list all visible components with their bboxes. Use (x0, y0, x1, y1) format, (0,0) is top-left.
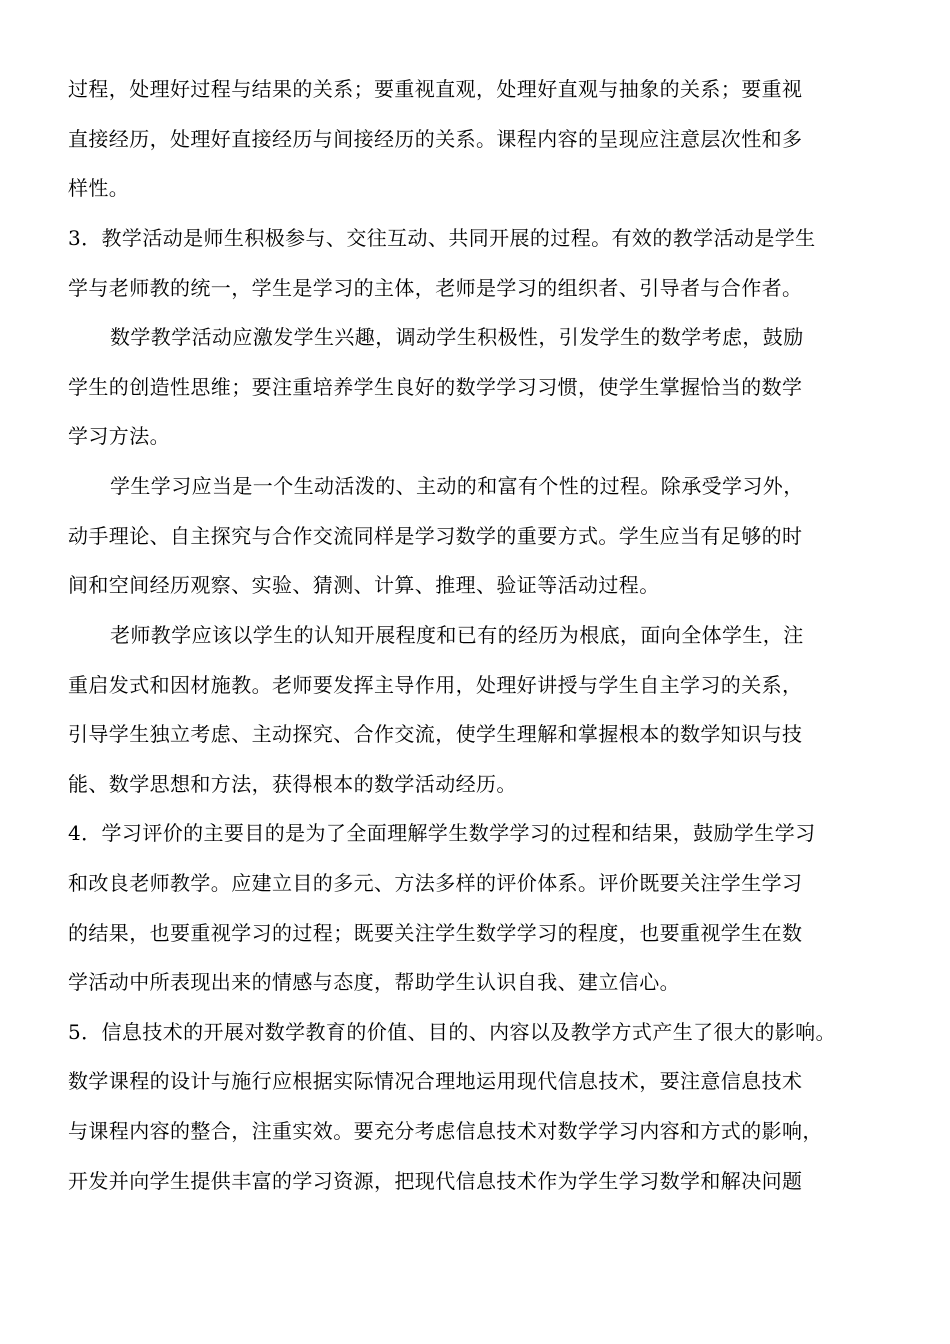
text-line: 学习方法。 (68, 424, 170, 448)
text-line: 5．信息技术的开展对数学教育的价值、目的、内容以及教学方式产生了很大的影响。 (68, 1020, 836, 1044)
text-line: 能、数学思想和方法，获得根本的数学活动经历。 (68, 772, 517, 796)
text-line: 与课程内容的整合，注重实效。要充分考虑信息技术对数学学习内容和方式的影响， (68, 1119, 823, 1143)
text-line: 重启发式和因材施教。老师要发挥主导作用，处理好讲授与学生自主学习的关系， (68, 673, 803, 697)
text-line: 学生学习应当是一个生动活泼的、主动的和富有个性的过程。除承受学习外， (110, 474, 804, 498)
text-line: 引导学生独立考虑、主动探究、合作交流，使学生理解和掌握根本的数学知识与技 (68, 722, 803, 746)
text-line: 开发并向学生提供丰富的学习资源，把现代信息技术作为学生学习数学和解决问题 (68, 1169, 803, 1193)
text-line: 过程，处理好过程与结果的关系；要重视直观，处理好直观与抽象的关系；要重视 (68, 77, 803, 101)
text-line: 动手理论、自主探究与合作交流同样是学习数学的重要方式。学生应当有足够的时 (68, 524, 803, 548)
text-line: 学与老师教的统一，学生是学习的主体，老师是学习的组织者、引导者与合作者。 (68, 276, 803, 300)
text-line: 数学教学活动应激发学生兴趣，调动学生积极性，引发学生的数学考虑，鼓励 (110, 325, 804, 349)
text-line: 3．教学活动是师生积极参与、交往互动、共同开展的过程。有效的教学活动是学生 (68, 226, 816, 250)
text-line: 间和空间经历观察、实验、猜测、计算、推理、验证等活动过程。 (68, 573, 660, 597)
text-line: 老师教学应该以学生的认知开展程度和已有的经历为根底，面向全体学生，注 (110, 623, 804, 647)
text-line: 样性。 (68, 176, 130, 200)
text-line: 学活动中所表现出来的情感与态度，帮助学生认识自我、建立信心。 (68, 970, 680, 994)
text-line: 的结果，也要重视学习的过程；既要关注学生数学学习的程度，也要重视学生在数 (68, 921, 803, 945)
text-line: 和改良老师教学。应建立目的多元、方法多样的评价体系。评价既要关注学生学习 (68, 871, 803, 895)
text-line: 4．学习评价的主要目的是为了全面理解学生数学学习的过程和结果，鼓励学生学习 (68, 821, 816, 845)
text-line: 直接经历，处理好直接经历与间接经历的关系。课程内容的呈现应注意层次性和多 (68, 127, 803, 151)
text-line: 数学课程的设计与施行应根据实际情况合理地运用现代信息技术，要注意信息技术 (68, 1069, 803, 1093)
text-line: 学生的创造性思维；要注重培养学生良好的数学学习习惯，使学生掌握恰当的数学 (68, 375, 803, 399)
